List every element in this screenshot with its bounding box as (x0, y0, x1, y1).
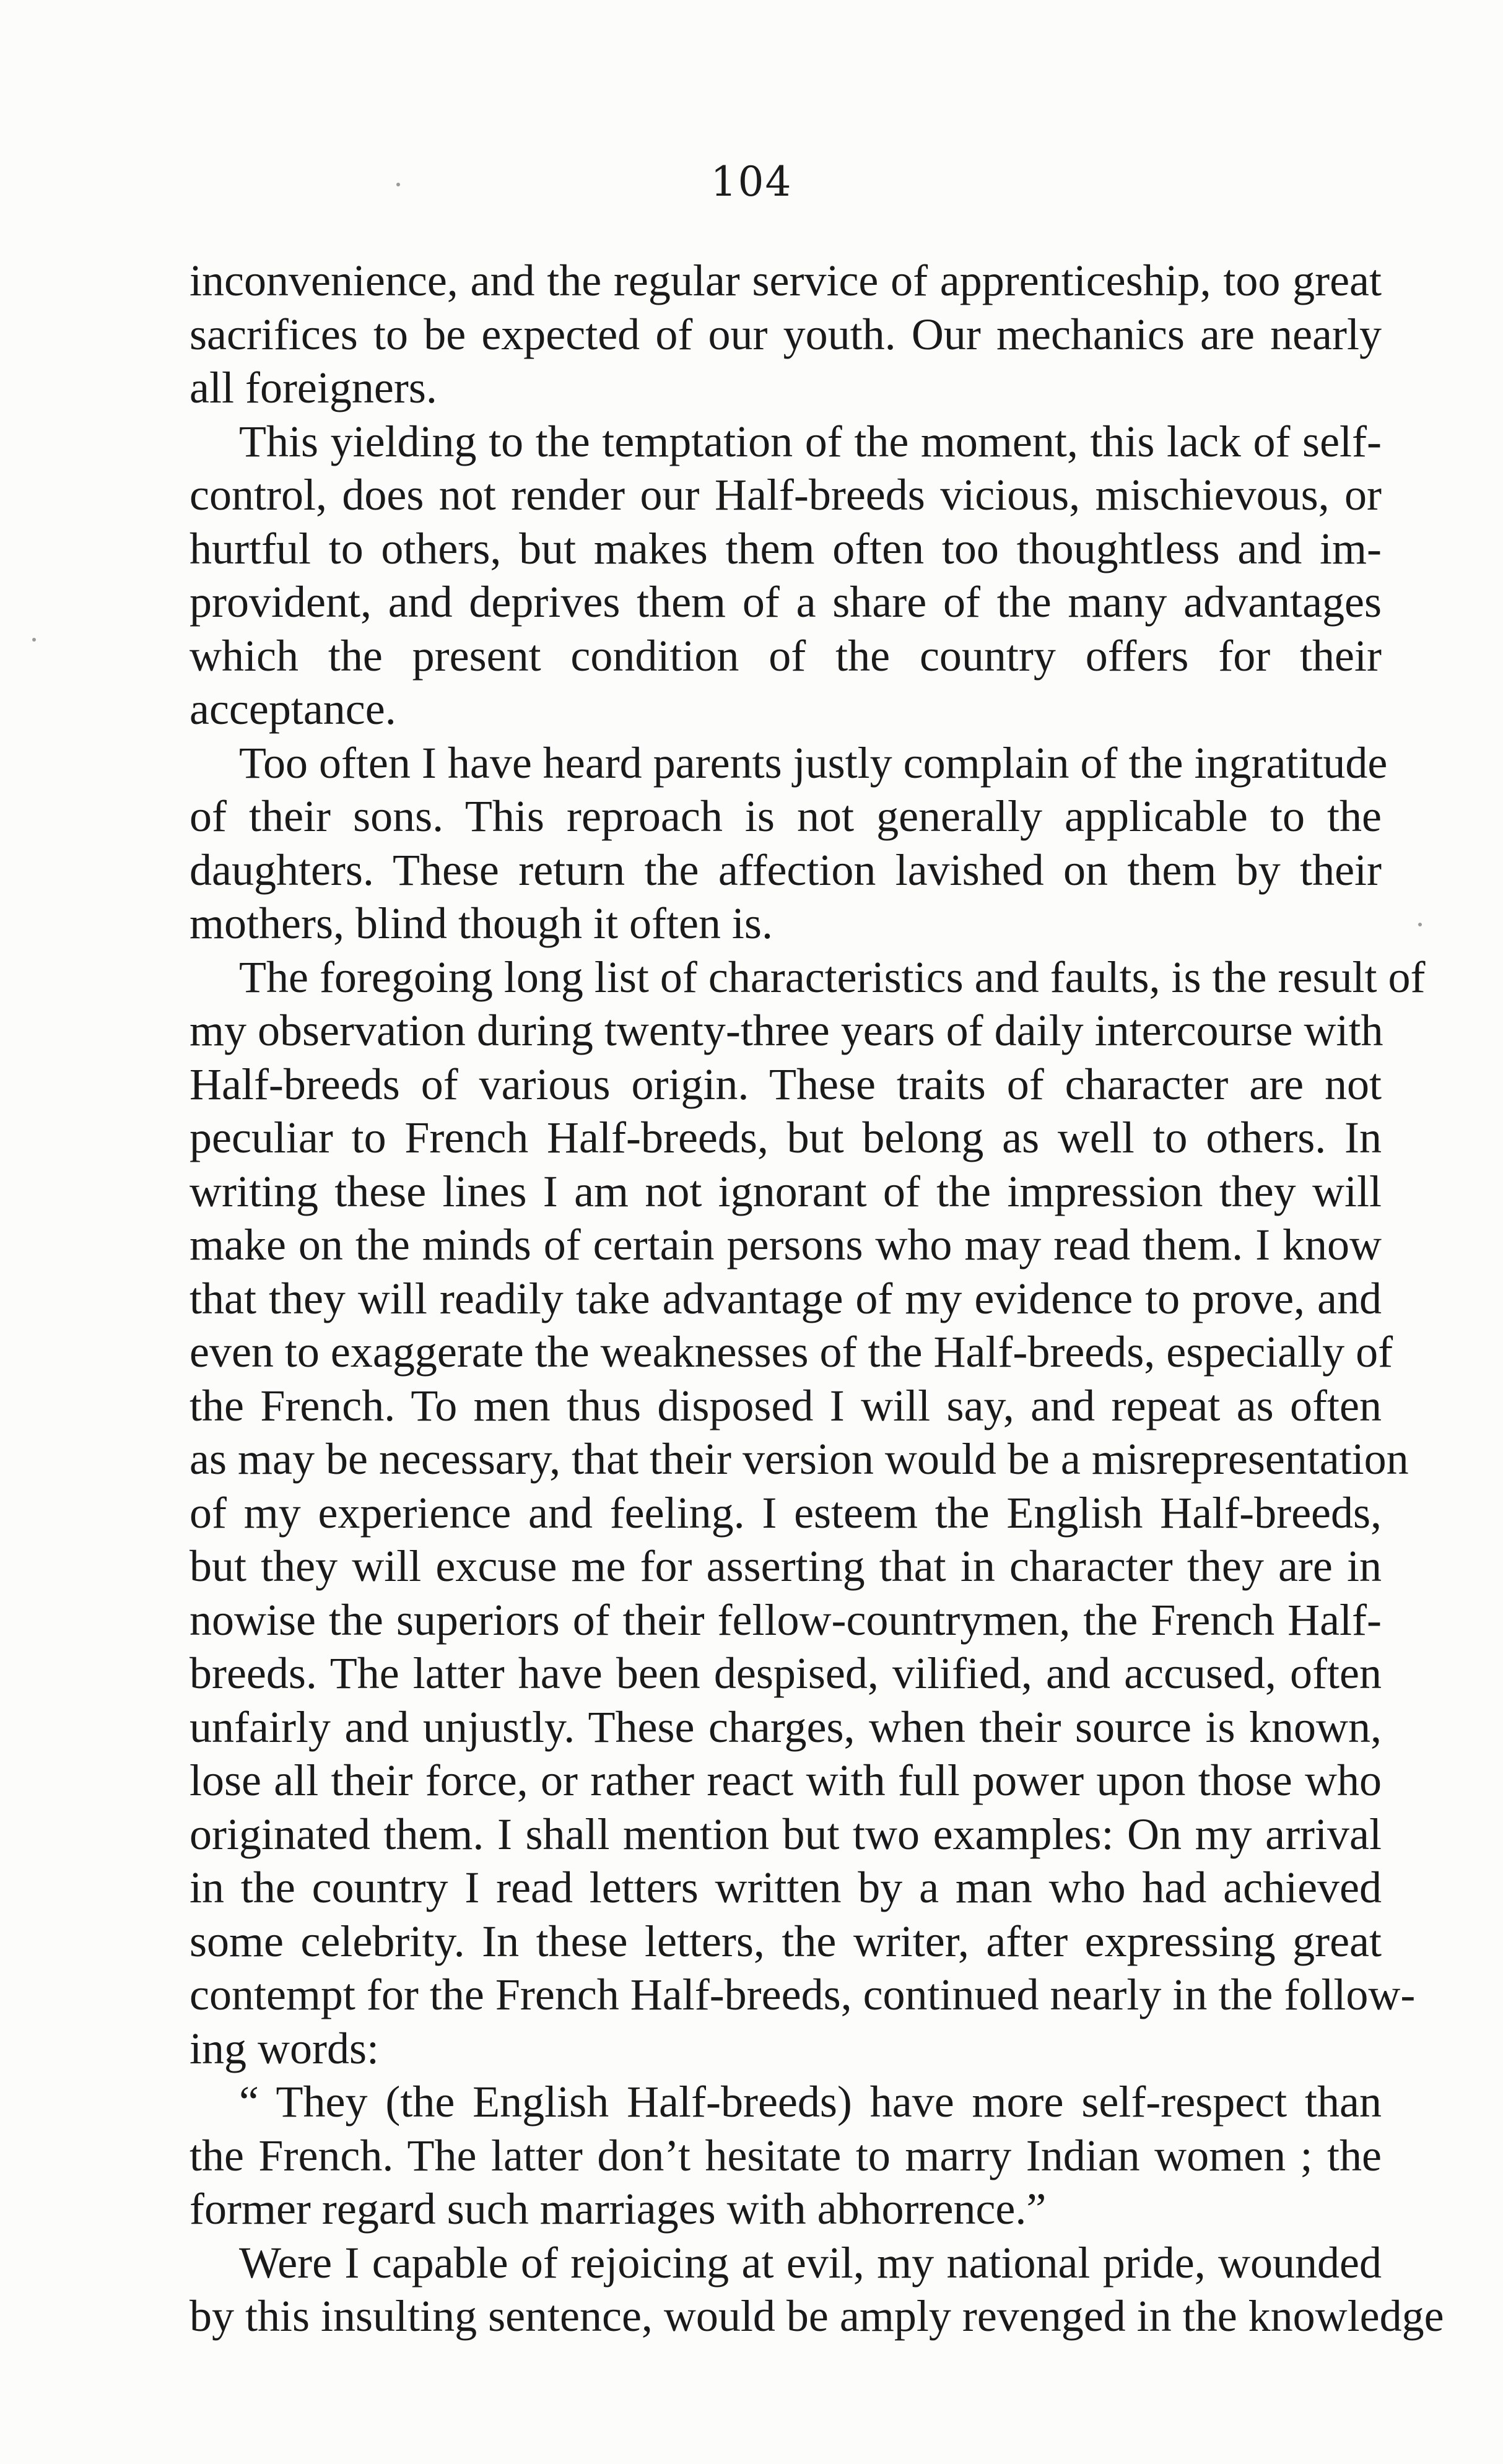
page-speck (32, 638, 36, 642)
paragraph (190, 2236, 1444, 2343)
text-line: This yielding to the temptation of the moment, this lack of self- (239, 416, 1382, 466)
body-text (190, 254, 1444, 2343)
text-line: in the country I read letters written by a man who had achieved (190, 1863, 1382, 1912)
text-line: contempt for the French Half-breeds, continued nearly in the follow- (190, 1970, 1416, 2019)
text-line: nowise the superiors of their fellow-countrymen, the French Half- (190, 1595, 1382, 1645)
text-line: control, does not render our Half-breeds vicious, mischievous, or (190, 470, 1382, 520)
text-line: sacrifices to be expected of our youth. Our mechanics are nearly (190, 309, 1382, 359)
text-line: by this insulting sentence, would be amply revenged in the knowledge (190, 2291, 1444, 2341)
paragraph (190, 951, 1426, 2076)
text-line: peculiar to French Half-breeds, but belong as well to others. In (190, 1113, 1382, 1162)
text-line: some celebrity. In these letters, the writer, after expressing great (190, 1916, 1382, 1966)
paragraph (190, 415, 1382, 736)
text-line: provident, and deprives them of a share of the many advantages (190, 577, 1382, 627)
text-line: of my experience and feeling. I esteem the English Half-breeds, (190, 1487, 1382, 1538)
text-line: the French. The latter don’t hesitate to marry Indian women ; the (190, 2130, 1382, 2180)
text-line: Half-breeds of various origin. These traits of character are not (190, 1059, 1382, 1109)
text-line: originated them. I shall mention but two examples: On my arrival (190, 1809, 1382, 1859)
text-line: ing words: (190, 2023, 379, 2073)
text-line: mothers, blind though it often is. (190, 899, 773, 948)
text-line: of their sons. This reproach is not generally applicable to the (190, 791, 1382, 841)
paragraph (190, 2075, 1382, 2236)
text-line: which the present condition of the country offers for their (190, 630, 1382, 681)
text-line: lose all their force, or rather react with full power upon those who (190, 1756, 1382, 1805)
text-line: unfairly and unjustly. These charges, when their source is known, (190, 1702, 1382, 1752)
text-line: Too often I have heard parents justly complain of the ingratitude (239, 738, 1388, 788)
text-line: The foregoing long list of characteristics and faults, is the result of (239, 952, 1426, 1002)
text-line: make on the minds of certain persons who may read them. I know (190, 1220, 1382, 1269)
text-line: daughters. These return the affection lavished on them by their (190, 845, 1382, 895)
text-line: hurtful to others, but makes them often too thoughtless and im- (190, 523, 1382, 573)
text-line: my observation during twenty-three years of daily intercourse with (190, 1006, 1383, 1055)
text-line: writing these lines I am not ignorant of the impression they will (190, 1166, 1382, 1216)
page-speck (396, 183, 400, 186)
text-line: that they will readily take advantage of my evidence to prove, and (190, 1273, 1382, 1323)
text-line: former regard such marriages with abhorrence.” (190, 2184, 1047, 2234)
text-line: the French. To men thus disposed I will say, and repeat as often (190, 1380, 1382, 1430)
paragraph (190, 254, 1382, 415)
text-line: all foreigners. (190, 363, 437, 412)
page-speck (1418, 923, 1422, 926)
text-line: even to exaggerate the weaknesses of the Half-breeds, especially of (190, 1327, 1393, 1377)
page-number: 104 (710, 158, 793, 206)
text-line: inconvenience, and the regular service of apprenticeship, too great (190, 256, 1382, 305)
text-line: breeds. The latter have been despised, vilified, and accused, often (190, 1648, 1382, 1698)
text-line: Were I capable of rejoicing at evil, my national pride, wounded (239, 2237, 1382, 2288)
text-line: “ They (the English Half-breeds) have more self-respect than (239, 2077, 1382, 2127)
text-line: but they will excuse me for asserting that in character they are in (190, 1541, 1382, 1591)
text-line: acceptance. (190, 684, 396, 734)
paragraph (190, 736, 1388, 951)
text-line: as may be necessary, that their version would be a misrepresentation (190, 1434, 1409, 1484)
